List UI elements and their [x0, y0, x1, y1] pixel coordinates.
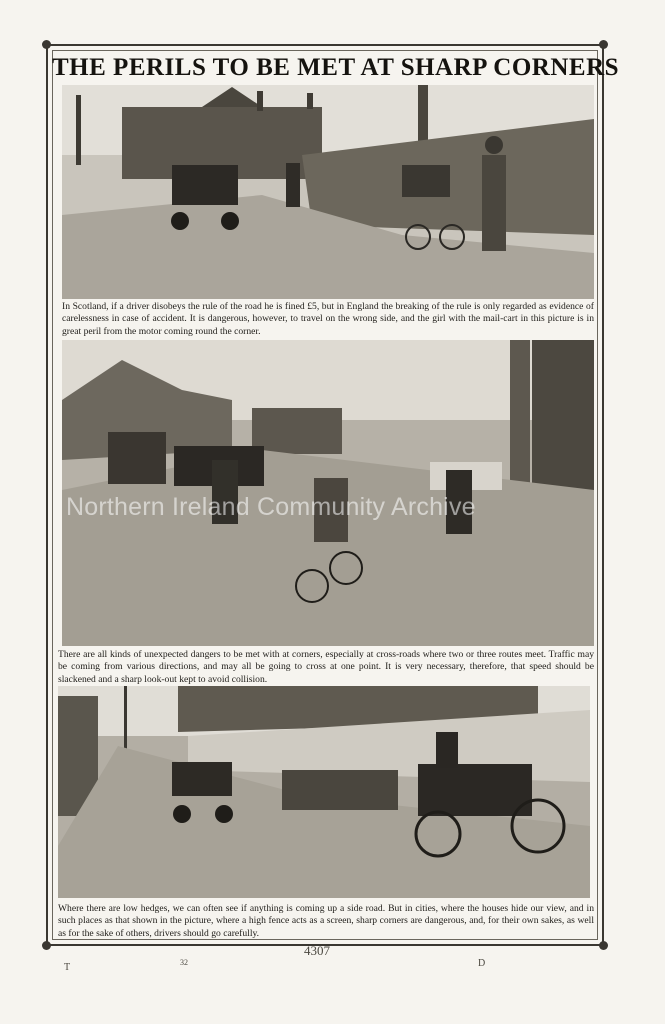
photo-3: [58, 686, 590, 898]
watermark-text: Northern Ireland Community Archive: [66, 493, 476, 521]
photo-2-caption: There are all kinds of unexpected dangers to be met with at corners, especially at cross-roads where two or three routes meet. Traffic may be coming from various directions, and may all be going to cross at one point. It is very necessary, therefore, that speed should be slackened and a sharp look-out kept to avoid collision.: [58, 649, 594, 685]
photo-3-image: [58, 686, 590, 898]
footer-sheet-number: 32: [180, 958, 188, 967]
photo-3-caption: Where there are low hedges, we can often see if anything is coming up a side road. But in cities, where the houses hide our view, and in such places as that shown in the picture, where a high fence acts as a screen, sharp corners are dangerous, and, for their own sakes, as well as for the sake of others, drivers should go carefully.: [58, 903, 594, 939]
photo-1: [62, 85, 594, 299]
border-corner-ornament: [42, 941, 51, 950]
photo-1-caption: In Scotland, if a driver disobeys the rule of the road he is fined £5, but in England the breaking of the rule is only regarded as evidence of carelessness in case of accident. It is dangerous, however, to travel on the wrong side, and the girl with the mail-cart in this picture is in great peril from the motor coming round the corner.: [62, 301, 594, 337]
border-corner-ornament: [42, 40, 51, 49]
border-corner-ornament: [599, 941, 608, 950]
page-number: 4307: [304, 943, 330, 958]
page-title: THE PERILS TO BE MET AT SHARP CORNERS: [52, 54, 620, 81]
footer-left-mark: T: [64, 962, 71, 973]
photo-1-image: [62, 85, 594, 299]
footer-right-mark: D: [478, 958, 486, 969]
border-corner-ornament: [599, 40, 608, 49]
